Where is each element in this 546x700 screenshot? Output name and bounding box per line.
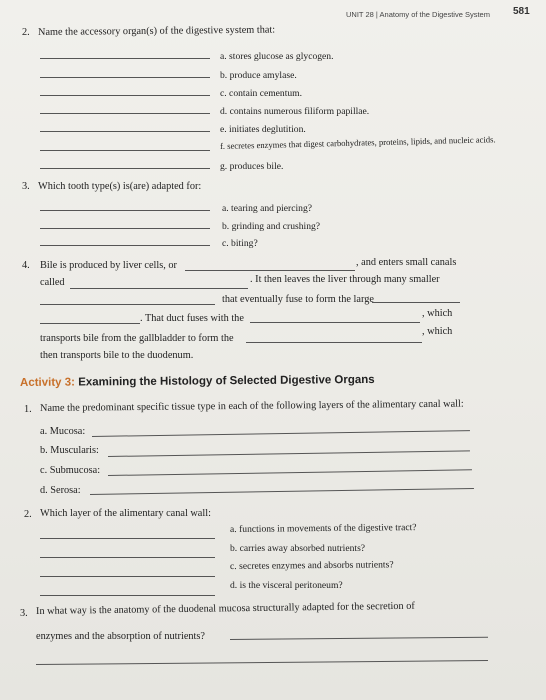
unit-label: UNIT 28 — [346, 10, 374, 19]
question-2a: a. stores glucose as glycogen. — [220, 51, 334, 62]
question-3b: b. grinding and crushing? — [222, 221, 321, 232]
page-number: 581 — [513, 6, 530, 17]
question-2-number: 2. — [22, 27, 30, 38]
question-2g: g. produces bile. — [220, 161, 284, 172]
answer-line-act3-1[interactable] — [230, 637, 488, 640]
activity-question-3-number: 3. — [20, 608, 28, 619]
layer-serosa-label: d. Serosa: — [40, 485, 81, 496]
question-4-number: 4. — [22, 260, 30, 271]
answer-line-act2b[interactable] — [40, 557, 215, 558]
answer-line-4-smaller[interactable] — [40, 304, 215, 305]
question-2f: f. secretes enzymes that digest carbohydrates, proteins, lipids, and nucleic acids. — [219, 134, 496, 151]
question-2d: d. contains numerous filiform papillae. — [220, 106, 370, 117]
answer-line-mucosa[interactable] — [92, 430, 470, 437]
answer-line-3b[interactable] — [40, 228, 210, 229]
question-4-line6: then transports bile to the duodenum. — [40, 350, 194, 361]
question-2c: c. contain cementum. — [220, 88, 303, 99]
answer-line-submucosa[interactable] — [108, 469, 472, 476]
answer-line-4-large[interactable] — [372, 302, 460, 303]
activity-question-3-line2: enzymes and the absorption of nutrients? — [36, 631, 205, 642]
answer-line-4-liver-cells[interactable] — [185, 270, 355, 271]
answer-line-2d[interactable] — [40, 113, 210, 114]
question-4-line3: that eventually fuse to form the large — [222, 294, 374, 305]
activity-question-2a: a. functions in movements of the digestive tract? — [229, 522, 417, 535]
activity-label: Activity 3: — [19, 376, 76, 389]
question-3a: a. tearing and piercing? — [222, 203, 313, 214]
question-2-text: Name the accessory organ(s) of the digestive system that: — [37, 24, 276, 38]
activity-title: Examining the Histology of Selected Digestive Organs — [78, 373, 375, 389]
activity-question-2d: d. is the visceral peritoneum? — [230, 580, 343, 591]
answer-line-2e[interactable] — [40, 131, 210, 132]
answer-line-4-duct[interactable] — [40, 323, 140, 324]
question-4-line1b: , and enters small canals — [356, 257, 457, 268]
answer-line-3a[interactable] — [40, 210, 210, 211]
answer-line-act3-2[interactable] — [36, 660, 488, 665]
activity-question-2b: b. carries away absorbed nutrients? — [230, 543, 366, 554]
layer-mucosa-label: a. Mucosa: — [40, 426, 86, 437]
question-4-line4a: . That duct fuses with the — [140, 313, 244, 324]
chapter-title: Anatomy of the Digestive System — [379, 10, 490, 19]
answer-line-2b[interactable] — [40, 77, 210, 78]
answer-line-2c[interactable] — [40, 95, 210, 96]
activity-question-1-text: Name the predominant specific tissue type in each of the following layers of the alimentary canal wall: — [39, 398, 464, 414]
layer-submucosa-label: c. Submucosa: — [40, 465, 101, 476]
answer-line-act2c[interactable] — [40, 576, 215, 577]
question-3-number: 3. — [22, 181, 30, 192]
activity-question-2c: c. secretes enzymes and absorbs nutrients? — [229, 559, 394, 572]
activity-question-1-number: 1. — [24, 404, 32, 415]
activity-heading — [20, 374, 375, 389]
answer-line-4-canals[interactable] — [70, 288, 248, 289]
question-4-line2a: called — [40, 277, 65, 288]
question-3c: c. biting? — [222, 238, 258, 249]
activity-question-3-line1: In what way is the anatomy of the duodenal mucosa structurally adapted for the secretion of — [35, 600, 415, 617]
running-header — [346, 10, 490, 19]
question-2b: b. produce amylase. — [220, 70, 297, 81]
answer-line-act2a[interactable] — [40, 538, 215, 539]
answer-line-muscularis[interactable] — [108, 450, 470, 457]
answer-line-serosa[interactable] — [90, 488, 474, 495]
answer-line-4-fuses[interactable] — [250, 322, 420, 323]
layer-muscularis-label: b. Muscularis: — [40, 445, 99, 456]
answer-line-3c[interactable] — [40, 245, 210, 246]
answer-line-2f[interactable] — [40, 150, 210, 151]
activity-question-2-number: 2. — [24, 509, 32, 520]
answer-line-4-form[interactable] — [246, 342, 422, 343]
answer-line-2g[interactable] — [40, 168, 210, 169]
header-separator: | — [375, 10, 378, 19]
question-4-line4b: , which — [422, 308, 453, 319]
answer-line-2a[interactable] — [40, 58, 210, 59]
answer-line-act2d[interactable] — [40, 595, 215, 596]
question-4-line1a: Bile is produced by liver cells, or — [40, 260, 177, 271]
question-4-line5a: transports bile from the gallbladder to form the — [40, 333, 234, 344]
question-4-line2b: . It then leaves the liver through many smaller — [250, 274, 440, 285]
question-3-text: Which tooth type(s) is(are) adapted for: — [38, 181, 202, 192]
question-4-line5b: , which — [422, 326, 453, 337]
question-2e: e. initiates deglutition. — [220, 124, 306, 135]
activity-question-2-text: Which layer of the alimentary canal wall: — [40, 508, 211, 519]
